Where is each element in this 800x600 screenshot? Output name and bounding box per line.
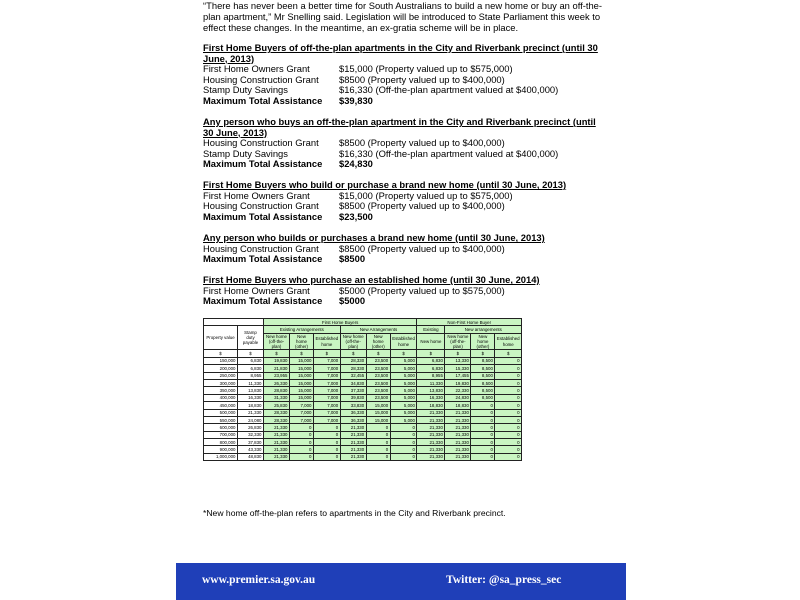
- table-cell: 28,330: [264, 416, 290, 423]
- table-cell: 21,330: [417, 446, 445, 453]
- table-cell: 5,000: [390, 402, 417, 409]
- table-cell: 350,000: [204, 387, 238, 394]
- table-row: [204, 394, 522, 401]
- table-cell: 13,330: [445, 357, 471, 364]
- table-cell: 16,330: [417, 394, 445, 401]
- table-cell: 0: [290, 453, 314, 460]
- column-header: New home (off-the-plan): [340, 333, 366, 350]
- table-cell: 0: [366, 453, 390, 460]
- column-header: New home (off-the-plan): [264, 333, 290, 350]
- table-cell: 0: [495, 439, 522, 446]
- table-cell: 0: [471, 446, 495, 453]
- sub-new-arrangements-nonfirst: New arrangements: [445, 326, 522, 333]
- grant-label: First Home Owners Grant: [203, 284, 310, 296]
- grant-label: First Home Owners Grant: [203, 63, 310, 75]
- table-cell: 26,830: [238, 424, 264, 431]
- table-cell: 21,330: [340, 439, 366, 446]
- total-label: Maximum Total Assistance: [203, 94, 323, 106]
- grant-label: Housing Construction Grant: [203, 242, 319, 254]
- table-cell: 0: [390, 453, 417, 460]
- table-row: [204, 453, 522, 460]
- table-cell: 21,330: [417, 409, 445, 416]
- table-cell: 300,000: [204, 379, 238, 386]
- section-first-home-established: [203, 275, 603, 307]
- column-header: New home (other): [290, 333, 314, 350]
- table-cell: 21,330: [264, 439, 290, 446]
- table-cell: 36,330: [340, 416, 366, 423]
- unit-cell: $: [314, 350, 341, 357]
- table-cell: 0: [366, 439, 390, 446]
- table-header-blank: [204, 319, 264, 326]
- table-cell: 18,830: [445, 402, 471, 409]
- assistance-table: [203, 318, 522, 461]
- total-value: $39,830: [339, 94, 373, 106]
- grant-value: $5000 (Property valued up to $575,000): [339, 284, 505, 296]
- column-header: Established home: [495, 333, 522, 350]
- table-cell: 250,000: [204, 372, 238, 379]
- table-cell: 37,830: [238, 439, 264, 446]
- table-cell: 16,330: [238, 394, 264, 401]
- table-cell: 21,330: [340, 453, 366, 460]
- table-cell: 13,830: [238, 387, 264, 394]
- table-cell: 450,000: [204, 402, 238, 409]
- unit-row-body: [204, 350, 522, 357]
- grant-label: Housing Construction Grant: [203, 200, 319, 212]
- table-cell: 7,000: [290, 416, 314, 423]
- table-cell: 23,500: [366, 357, 390, 364]
- table-cell: 15,000: [290, 372, 314, 379]
- unit-row: [204, 350, 522, 357]
- table-cell: 7,000: [314, 409, 341, 416]
- table-cell: 0: [290, 431, 314, 438]
- intro-paragraph: “There has never been a better time for South Australians to build a new home or buy an off-the-plan apartment,” Mr Snelling said. Legislation will be introduced to State Parliament this week to effect these changes. In the meantime, an ex-gratia scheme will be in place.: [203, 0, 603, 33]
- grant-label: First Home Owners Grant: [203, 189, 310, 201]
- table-cell: 1,000,000: [204, 453, 238, 460]
- sub-existing: Existing: [417, 326, 445, 333]
- table-cell: 21,330: [264, 424, 290, 431]
- table-cell: 0: [495, 431, 522, 438]
- section-first-home-off-the-plan: [203, 43, 603, 107]
- table-cell: 22,330: [445, 387, 471, 394]
- table-cell: 21,330: [238, 409, 264, 416]
- grant-label: Housing Construction Grant: [203, 137, 319, 149]
- table-cell: 26,330: [264, 379, 290, 386]
- column-header: New home (other): [366, 333, 390, 350]
- table-cell: 0: [471, 416, 495, 423]
- table-cell: 5,000: [390, 379, 417, 386]
- total-row: [203, 96, 603, 107]
- footer-bar: [176, 563, 626, 600]
- total-label: Maximum Total Assistance: [203, 158, 323, 170]
- table-cell: 0: [390, 424, 417, 431]
- table-cell: 23,500: [366, 365, 390, 372]
- table-cell: 7,000: [290, 409, 314, 416]
- grant-value: $15,000 (Property valued up to $575,000): [339, 63, 513, 75]
- table-cell: 21,330: [445, 424, 471, 431]
- table-cell: 0: [366, 431, 390, 438]
- table-cell: 800,000: [204, 439, 238, 446]
- column-header: New home (other): [471, 333, 495, 350]
- table-cell: 0: [290, 439, 314, 446]
- table-cell: 7,000: [290, 402, 314, 409]
- table-cell: 5,000: [390, 409, 417, 416]
- unit-cell: $: [340, 350, 366, 357]
- table-cell: 0: [495, 379, 522, 386]
- table-cell: 21,330: [445, 431, 471, 438]
- table-cell: 6,830: [238, 365, 264, 372]
- table-cell: 0: [390, 439, 417, 446]
- table-cell: 8,955: [238, 372, 264, 379]
- table-cell: 0: [390, 431, 417, 438]
- table-cell: 34,830: [340, 379, 366, 386]
- total-row: [203, 212, 603, 223]
- table-cell: 8,500: [471, 357, 495, 364]
- table-cell: 0: [495, 409, 522, 416]
- table-cell: 0: [314, 453, 341, 460]
- unit-cell: $: [471, 350, 495, 357]
- head-property-value: Property value: [204, 326, 238, 350]
- table-cell: 21,330: [340, 446, 366, 453]
- table-cell: 8,500: [471, 394, 495, 401]
- table-row: [204, 379, 522, 386]
- table-body: [204, 357, 522, 460]
- unit-cell: $: [366, 350, 390, 357]
- twitter-handle[interactable]: Twitter: @sa_press_sec: [446, 574, 562, 586]
- table-cell: 23,500: [366, 387, 390, 394]
- table-cell: 0: [471, 453, 495, 460]
- website-link[interactable]: www.premier.sa.gov.au: [202, 574, 316, 586]
- unit-cell: $: [238, 350, 264, 357]
- sub-existing-arrangements: Existing Arrangements: [264, 326, 341, 333]
- table-cell: 8,500: [471, 365, 495, 372]
- table-cell: 13,830: [417, 387, 445, 394]
- table-cell: 0: [290, 446, 314, 453]
- table-row: [204, 372, 522, 379]
- table-cell: 23,500: [366, 394, 390, 401]
- table-cell: 0: [495, 394, 522, 401]
- table-cell: 0: [314, 431, 341, 438]
- table-cell: 21,330: [340, 424, 366, 431]
- table-cell: 0: [495, 357, 522, 364]
- grant-value: $8500 (Property valued up to $400,000): [339, 73, 505, 85]
- table-cell: 15,000: [290, 379, 314, 386]
- table-cell: 0: [471, 409, 495, 416]
- table-cell: 500,000: [204, 409, 238, 416]
- grant-value: $16,330 (Off-the-plan apartment valued at $400,000): [339, 147, 559, 159]
- table-cell: 36,330: [340, 409, 366, 416]
- table-cell: 0: [495, 453, 522, 460]
- table-cell: 7,000: [314, 387, 341, 394]
- table-cell: 7,000: [314, 365, 341, 372]
- table-cell: 0: [366, 446, 390, 453]
- table-cell: 28,830: [264, 387, 290, 394]
- table-cell: 0: [314, 446, 341, 453]
- table-cell: 15,000: [290, 365, 314, 372]
- head-stamp-duty: Stamp duty payable: [238, 326, 264, 350]
- grant-label: Stamp Duty Savings: [203, 147, 288, 159]
- table-cell: 15,000: [290, 387, 314, 394]
- table-cell: 21,330: [445, 416, 471, 423]
- table-cell: 28,330: [340, 365, 366, 372]
- unit-cell: $: [390, 350, 417, 357]
- table-cell: 21,330: [264, 453, 290, 460]
- grant-label: Stamp Duty Savings: [203, 84, 288, 96]
- table-cell: 600,000: [204, 424, 238, 431]
- table-cell: 43,330: [238, 446, 264, 453]
- section-any-person-off-the-plan: [203, 117, 603, 170]
- table-row: [204, 431, 522, 438]
- grant-value: $15,000 (Property valued up to $575,000): [339, 189, 513, 201]
- total-value: $5000: [339, 295, 366, 307]
- table-cell: 23,955: [264, 372, 290, 379]
- table-cell: 15,000: [290, 394, 314, 401]
- total-label: Maximum Total Assistance: [203, 210, 323, 222]
- grant-value: $16,330 (Off-the-plan apartment valued at $400,000): [339, 84, 559, 96]
- sub-new-arrangements: New Arrangements: [340, 326, 417, 333]
- section-first-home-new-home: [203, 180, 603, 222]
- table-cell: 21,330: [417, 439, 445, 446]
- table-row: [204, 446, 522, 453]
- table-cell: 15,000: [290, 357, 314, 364]
- grant-value: $8500 (Property valued up to $400,000): [339, 137, 505, 149]
- table-cell: 0: [390, 446, 417, 453]
- table-cell: 550,000: [204, 416, 238, 423]
- table-cell: 28,330: [340, 357, 366, 364]
- column-header: Established home: [314, 333, 341, 350]
- table-cell: 21,330: [264, 446, 290, 453]
- table-cell: 21,330: [417, 431, 445, 438]
- table-cell: 21,330: [445, 409, 471, 416]
- table-cell: 7,000: [314, 372, 341, 379]
- table-cell: 7,000: [314, 394, 341, 401]
- grant-label: Housing Construction Grant: [203, 73, 319, 85]
- table-row: [204, 365, 522, 372]
- table-cell: 6,830: [238, 357, 264, 364]
- table-cell: 17,455: [445, 372, 471, 379]
- table-row: [204, 409, 522, 416]
- table-header-row: [204, 326, 522, 333]
- table-cell: 19,830: [264, 357, 290, 364]
- group-first-home-buyers: First Home Buyers: [264, 319, 417, 326]
- section-title: First Home Buyers of off-the-plan apartments in the City and Riverbank precinct (until 30 June, 2013): [203, 42, 598, 64]
- column-header: Established home: [390, 333, 417, 350]
- section-title: First Home Buyers who purchase an established home (until 30 June, 2014): [203, 274, 540, 285]
- table-cell: 5,000: [390, 416, 417, 423]
- table-cell: 18,830: [238, 402, 264, 409]
- unit-cell: $: [264, 350, 290, 357]
- table-cell: 0: [495, 424, 522, 431]
- table-cell: 21,330: [445, 446, 471, 453]
- table-cell: 32,330: [238, 431, 264, 438]
- grant-value: $8500 (Property valued up to $400,000): [339, 200, 505, 212]
- table-row: [204, 357, 522, 364]
- table-cell: 0: [314, 439, 341, 446]
- table-cell: 15,330: [445, 365, 471, 372]
- table-cell: 11,330: [417, 379, 445, 386]
- table-cell: 200,000: [204, 365, 238, 372]
- table-cell: 150,000: [204, 357, 238, 364]
- table-cell: 23,500: [366, 372, 390, 379]
- table-cell: 0: [495, 416, 522, 423]
- table-row: [204, 402, 522, 409]
- table-header-row: [204, 319, 522, 326]
- table-cell: 0: [495, 365, 522, 372]
- unit-cell: $: [290, 350, 314, 357]
- total-value: $24,830: [339, 158, 373, 170]
- total-value: $8500: [339, 253, 366, 265]
- table-cell: 0: [495, 387, 522, 394]
- table-cell: 0: [314, 424, 341, 431]
- table-row: [204, 387, 522, 394]
- column-header: New home: [417, 333, 445, 350]
- table-cell: 700,000: [204, 431, 238, 438]
- table-cell: 15,000: [366, 409, 390, 416]
- table-cell: 23,500: [366, 379, 390, 386]
- table-cell: 21,330: [264, 431, 290, 438]
- table-cell: 31,330: [264, 394, 290, 401]
- section-any-person-new-home: [203, 233, 603, 265]
- table-cell: 0: [495, 372, 522, 379]
- total-value: $23,500: [339, 210, 373, 222]
- total-row: [203, 159, 603, 170]
- table-cell: 7,000: [314, 416, 341, 423]
- table-cell: 0: [471, 424, 495, 431]
- table-cell: 0: [495, 402, 522, 409]
- group-non-first-home-buyer: Non-First Home Buyer: [417, 319, 522, 326]
- table-cell: 21,330: [417, 424, 445, 431]
- table-cell: 21,330: [417, 416, 445, 423]
- table-cell: 21,330: [340, 431, 366, 438]
- unit-cell: $: [204, 350, 238, 357]
- table-cell: 6,830: [417, 365, 445, 372]
- unit-cell: $: [495, 350, 522, 357]
- table-cell: 400,000: [204, 394, 238, 401]
- table-cell: 5,000: [390, 387, 417, 394]
- table-cell: 15,000: [366, 402, 390, 409]
- table-cell: 7,000: [314, 357, 341, 364]
- table-cell: 5,000: [390, 357, 417, 364]
- table-cell: 8,500: [471, 387, 495, 394]
- column-header: New home (off-the-plan): [445, 333, 471, 350]
- table-cell: 5,000: [390, 394, 417, 401]
- table-cell: 28,330: [264, 409, 290, 416]
- table-cell: 24,080: [238, 416, 264, 423]
- table-cell: 5,000: [390, 372, 417, 379]
- table-cell: 7,000: [314, 402, 341, 409]
- table-cell: 0: [495, 446, 522, 453]
- section-title: Any person who buys an off-the-plan apartment in the City and Riverbank precinct (until 30 June, 2013): [203, 116, 596, 138]
- table-cell: 0: [471, 431, 495, 438]
- footnote: *New home off-the-plan refers to apartments in the City and Riverbank precinct.: [203, 508, 506, 518]
- table-cell: 0: [471, 439, 495, 446]
- total-row: [203, 296, 603, 307]
- table-cell: 8,500: [471, 372, 495, 379]
- table-cell: 8,500: [471, 379, 495, 386]
- grant-value: $8500 (Property valued up to $400,000): [339, 242, 505, 254]
- table-cell: 6,830: [417, 357, 445, 364]
- table-cell: 0: [366, 424, 390, 431]
- table-cell: 39,830: [340, 394, 366, 401]
- table-cell: 32,455: [340, 372, 366, 379]
- table-cell: 7,000: [314, 379, 341, 386]
- table-cell: 21,830: [264, 365, 290, 372]
- table-cell: 11,330: [238, 379, 264, 386]
- table-cell: 24,830: [445, 394, 471, 401]
- table-row: [204, 439, 522, 446]
- table-cell: 900,000: [204, 446, 238, 453]
- table-cell: 8,955: [417, 372, 445, 379]
- table-cell: 25,830: [264, 402, 290, 409]
- total-label: Maximum Total Assistance: [203, 295, 323, 307]
- table-cell: 19,830: [445, 379, 471, 386]
- section-title: Any person who builds or purchases a brand new home (until 30 June, 2013): [203, 232, 545, 243]
- total-row: [203, 254, 603, 265]
- table-cell: 0: [471, 402, 495, 409]
- table-row: [204, 416, 522, 423]
- unit-cell: $: [445, 350, 471, 357]
- total-label: Maximum Total Assistance: [203, 253, 323, 265]
- table-cell: 21,330: [445, 453, 471, 460]
- table-row: [204, 424, 522, 431]
- unit-cell: $: [417, 350, 445, 357]
- table-cell: 21,330: [445, 439, 471, 446]
- table-cell: 37,330: [340, 387, 366, 394]
- table-cell: 18,830: [417, 402, 445, 409]
- table-cell: 0: [290, 424, 314, 431]
- table-cell: 48,830: [238, 453, 264, 460]
- table-cell: 5,000: [390, 365, 417, 372]
- table-cell: 33,830: [340, 402, 366, 409]
- table-cell: 15,000: [366, 416, 390, 423]
- section-title: First Home Buyers who build or purchase a brand new home (until 30 June, 2013): [203, 179, 567, 190]
- table-cell: 21,330: [417, 453, 445, 460]
